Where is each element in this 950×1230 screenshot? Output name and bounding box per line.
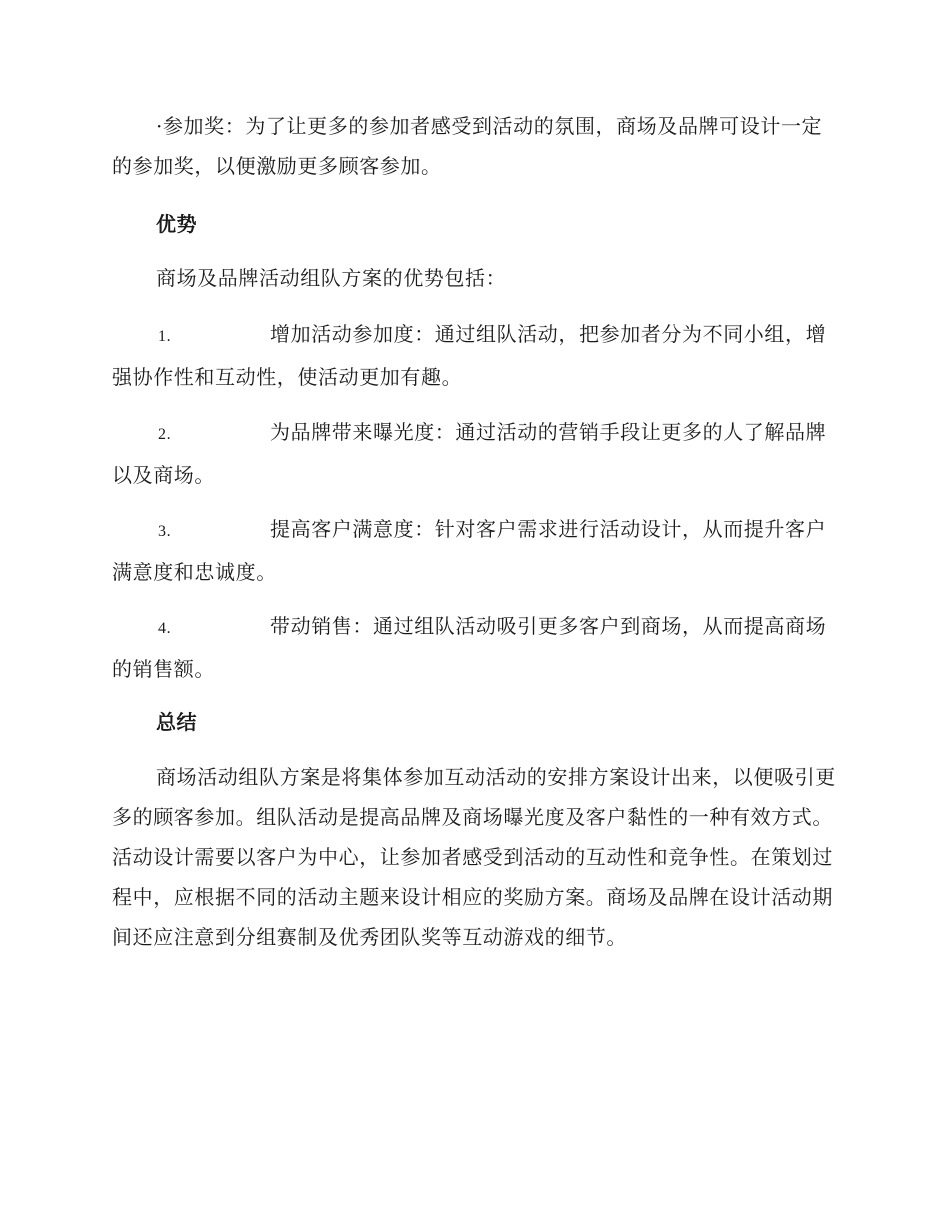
list-text: 提高客户满意度：针对客户需求进行活动设计，从而提升客户满意度和忠诚度。 bbox=[112, 517, 827, 584]
list-text: 带动销售：通过组队活动吸引更多客户到商场，从而提高商场的销售额。 bbox=[112, 614, 827, 681]
advantage-item-4 bbox=[112, 606, 836, 689]
advantages-intro: 商场及品牌活动组队方案的优势包括： bbox=[156, 266, 507, 290]
list-text: 增加活动参加度：通过组队活动，把参加者分为不同小组，增强协作性和互动性，使活动更加有趣。 bbox=[112, 322, 827, 389]
list-number: 3. bbox=[158, 523, 172, 540]
advantages-heading: 优势 bbox=[156, 212, 197, 236]
summary-paragraph: 商场活动组队方案是将集体参加互动活动的安排方案设计出来，以便吸引更多的顾客参加。组队活动是提高品牌及商场曝光度及客户黏性的一种有效方式。活动设计需要以客户为中心，让参加者感受到活动的互动性和竞争性。在策划过程中，应根据不同的活动主题来设计相应的奖励方案。商场及品牌在设计活动期间还应注意到分组赛制及优秀团队奖等互动游戏的细节。 bbox=[112, 765, 836, 949]
list-number: 4. bbox=[158, 620, 172, 637]
advantage-item-3 bbox=[112, 509, 836, 592]
list-number: 1. bbox=[158, 328, 172, 345]
summary-heading: 总结 bbox=[156, 710, 197, 734]
advantage-item-1 bbox=[112, 314, 836, 397]
participation-award-paragraph: ·参加奖：为了让更多的参加者感受到活动的氛围，商场及品牌可设计一定的参加奖，以便激励更多顾客参加。 bbox=[112, 114, 823, 178]
list-number: 2. bbox=[158, 426, 172, 443]
advantage-item-2 bbox=[112, 412, 836, 495]
list-text: 为品牌带来曝光度：通过活动的营销手段让更多的人了解品牌以及商场。 bbox=[112, 420, 827, 487]
